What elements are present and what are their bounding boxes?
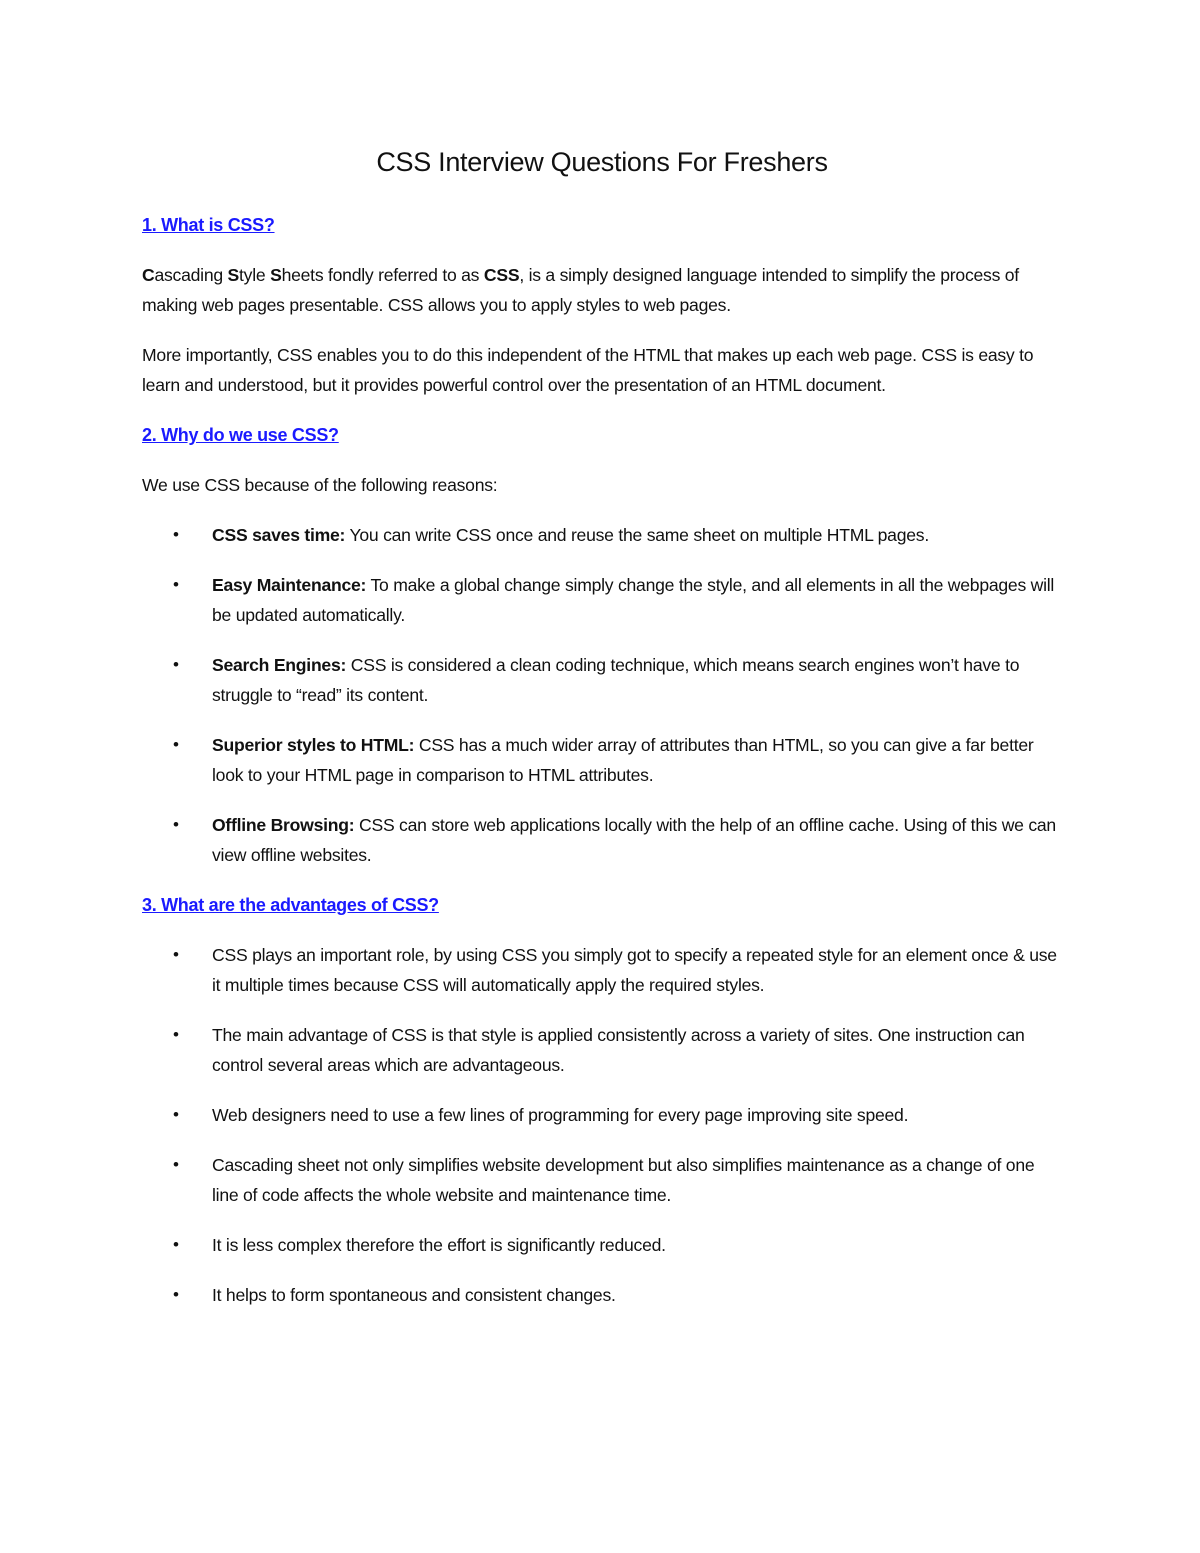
bullet-icon: • bbox=[173, 1285, 179, 1304]
q1-text-4: , is a simply designed language intended to simplify the process of making web pages presentable. CSS allows you to apply styles to web pages. bbox=[142, 265, 1019, 315]
list-item-label: Superior styles to HTML: bbox=[212, 735, 415, 755]
q1-text-1: ascading bbox=[154, 265, 228, 285]
bullet-icon: • bbox=[173, 1235, 179, 1254]
bullet-icon: • bbox=[173, 945, 179, 964]
q1-text-2: tyle bbox=[239, 265, 271, 285]
list-item-text: CSS is considered a clean coding technique, which means search engines won’t have to struggle to “read” its content. bbox=[212, 655, 1020, 705]
q1-bold-s1: S bbox=[227, 265, 240, 285]
bullet-icon: • bbox=[173, 1155, 179, 1174]
bullet-icon: • bbox=[173, 655, 179, 674]
q2-intro: We use CSS because of the following reasons: bbox=[142, 475, 498, 495]
list-item bbox=[142, 1230, 1062, 1260]
list-item-text: Cascading sheet not only simplifies website development but also simplifies maintenance as a change of one line of code affects the whole website and maintenance time. bbox=[212, 1155, 1035, 1205]
q1-paragraph-1 bbox=[142, 260, 1062, 320]
bullet-icon: • bbox=[173, 1025, 179, 1044]
q2-reasons-list bbox=[142, 520, 1062, 870]
list-item-label: CSS saves time: bbox=[212, 525, 346, 545]
list-item-text: It is less complex therefore the effort is significantly reduced. bbox=[212, 1235, 666, 1255]
list-item bbox=[142, 810, 1062, 870]
question-3-heading: 3. What are the advantages of CSS? bbox=[142, 895, 439, 915]
q1-paragraph-2: More importantly, CSS enables you to do this independent of the HTML that makes up each web page. CSS is easy to learn and understood, but it provides powerful control over the presentation of an HTML document. bbox=[142, 345, 1034, 395]
list-item bbox=[142, 520, 1062, 550]
question-1-heading: 1. What is CSS? bbox=[142, 215, 275, 235]
question-2-heading: 2. Why do we use CSS? bbox=[142, 425, 339, 445]
list-item-text: CSS has a much wider array of attributes than HTML, so you can give a far better look to your HTML page in comparison to HTML attributes. bbox=[212, 735, 1034, 785]
q1-bold-css: CSS bbox=[483, 265, 520, 285]
list-item-text: Web designers need to use a few lines of programming for every page improving site speed. bbox=[212, 1105, 909, 1125]
q1-text-3: heets fondly referred to as bbox=[281, 265, 484, 285]
list-item-label: Offline Browsing: bbox=[212, 815, 355, 835]
list-item-text: To make a global change simply change the style, and all elements in all the webpages will be updated automatically. bbox=[212, 575, 1055, 625]
q1-bold-c: C bbox=[142, 265, 155, 285]
document-page bbox=[142, 142, 1062, 1330]
bullet-icon: • bbox=[173, 815, 179, 834]
bullet-icon: • bbox=[173, 735, 179, 754]
list-item bbox=[142, 1100, 1062, 1130]
list-item-text: The main advantage of CSS is that style is applied consistently across a variety of sites. One instruction can control several areas which are advantageous. bbox=[212, 1025, 1025, 1075]
list-item-text: You can write CSS once and reuse the same sheet on multiple HTML pages. bbox=[345, 525, 929, 545]
q3-advantages-list bbox=[142, 940, 1062, 1310]
list-item bbox=[142, 940, 1062, 1000]
list-item bbox=[142, 730, 1062, 790]
list-item-text: It helps to form spontaneous and consistent changes. bbox=[212, 1285, 616, 1305]
list-item-text: CSS plays an important role, by using CSS you simply got to specify a repeated style for an element once & use it multiple times because CSS will automatically apply the required styles. bbox=[212, 945, 1057, 995]
bullet-icon: • bbox=[173, 575, 179, 594]
list-item bbox=[142, 570, 1062, 630]
bullet-icon: • bbox=[173, 1105, 179, 1124]
list-item-text: CSS can store web applications locally with the help of an offline cache. Using of this we can view offline websites. bbox=[212, 815, 1056, 865]
q1-bold-s2: S bbox=[270, 265, 282, 285]
document-title: CSS Interview Questions For Freshers bbox=[376, 147, 828, 177]
list-item bbox=[142, 1020, 1062, 1080]
list-item bbox=[142, 1280, 1062, 1310]
list-item-label: Easy Maintenance: bbox=[212, 575, 367, 595]
bullet-icon: • bbox=[173, 525, 179, 544]
list-item bbox=[142, 1150, 1062, 1210]
list-item-label: Search Engines: bbox=[212, 655, 347, 675]
list-item bbox=[142, 650, 1062, 710]
